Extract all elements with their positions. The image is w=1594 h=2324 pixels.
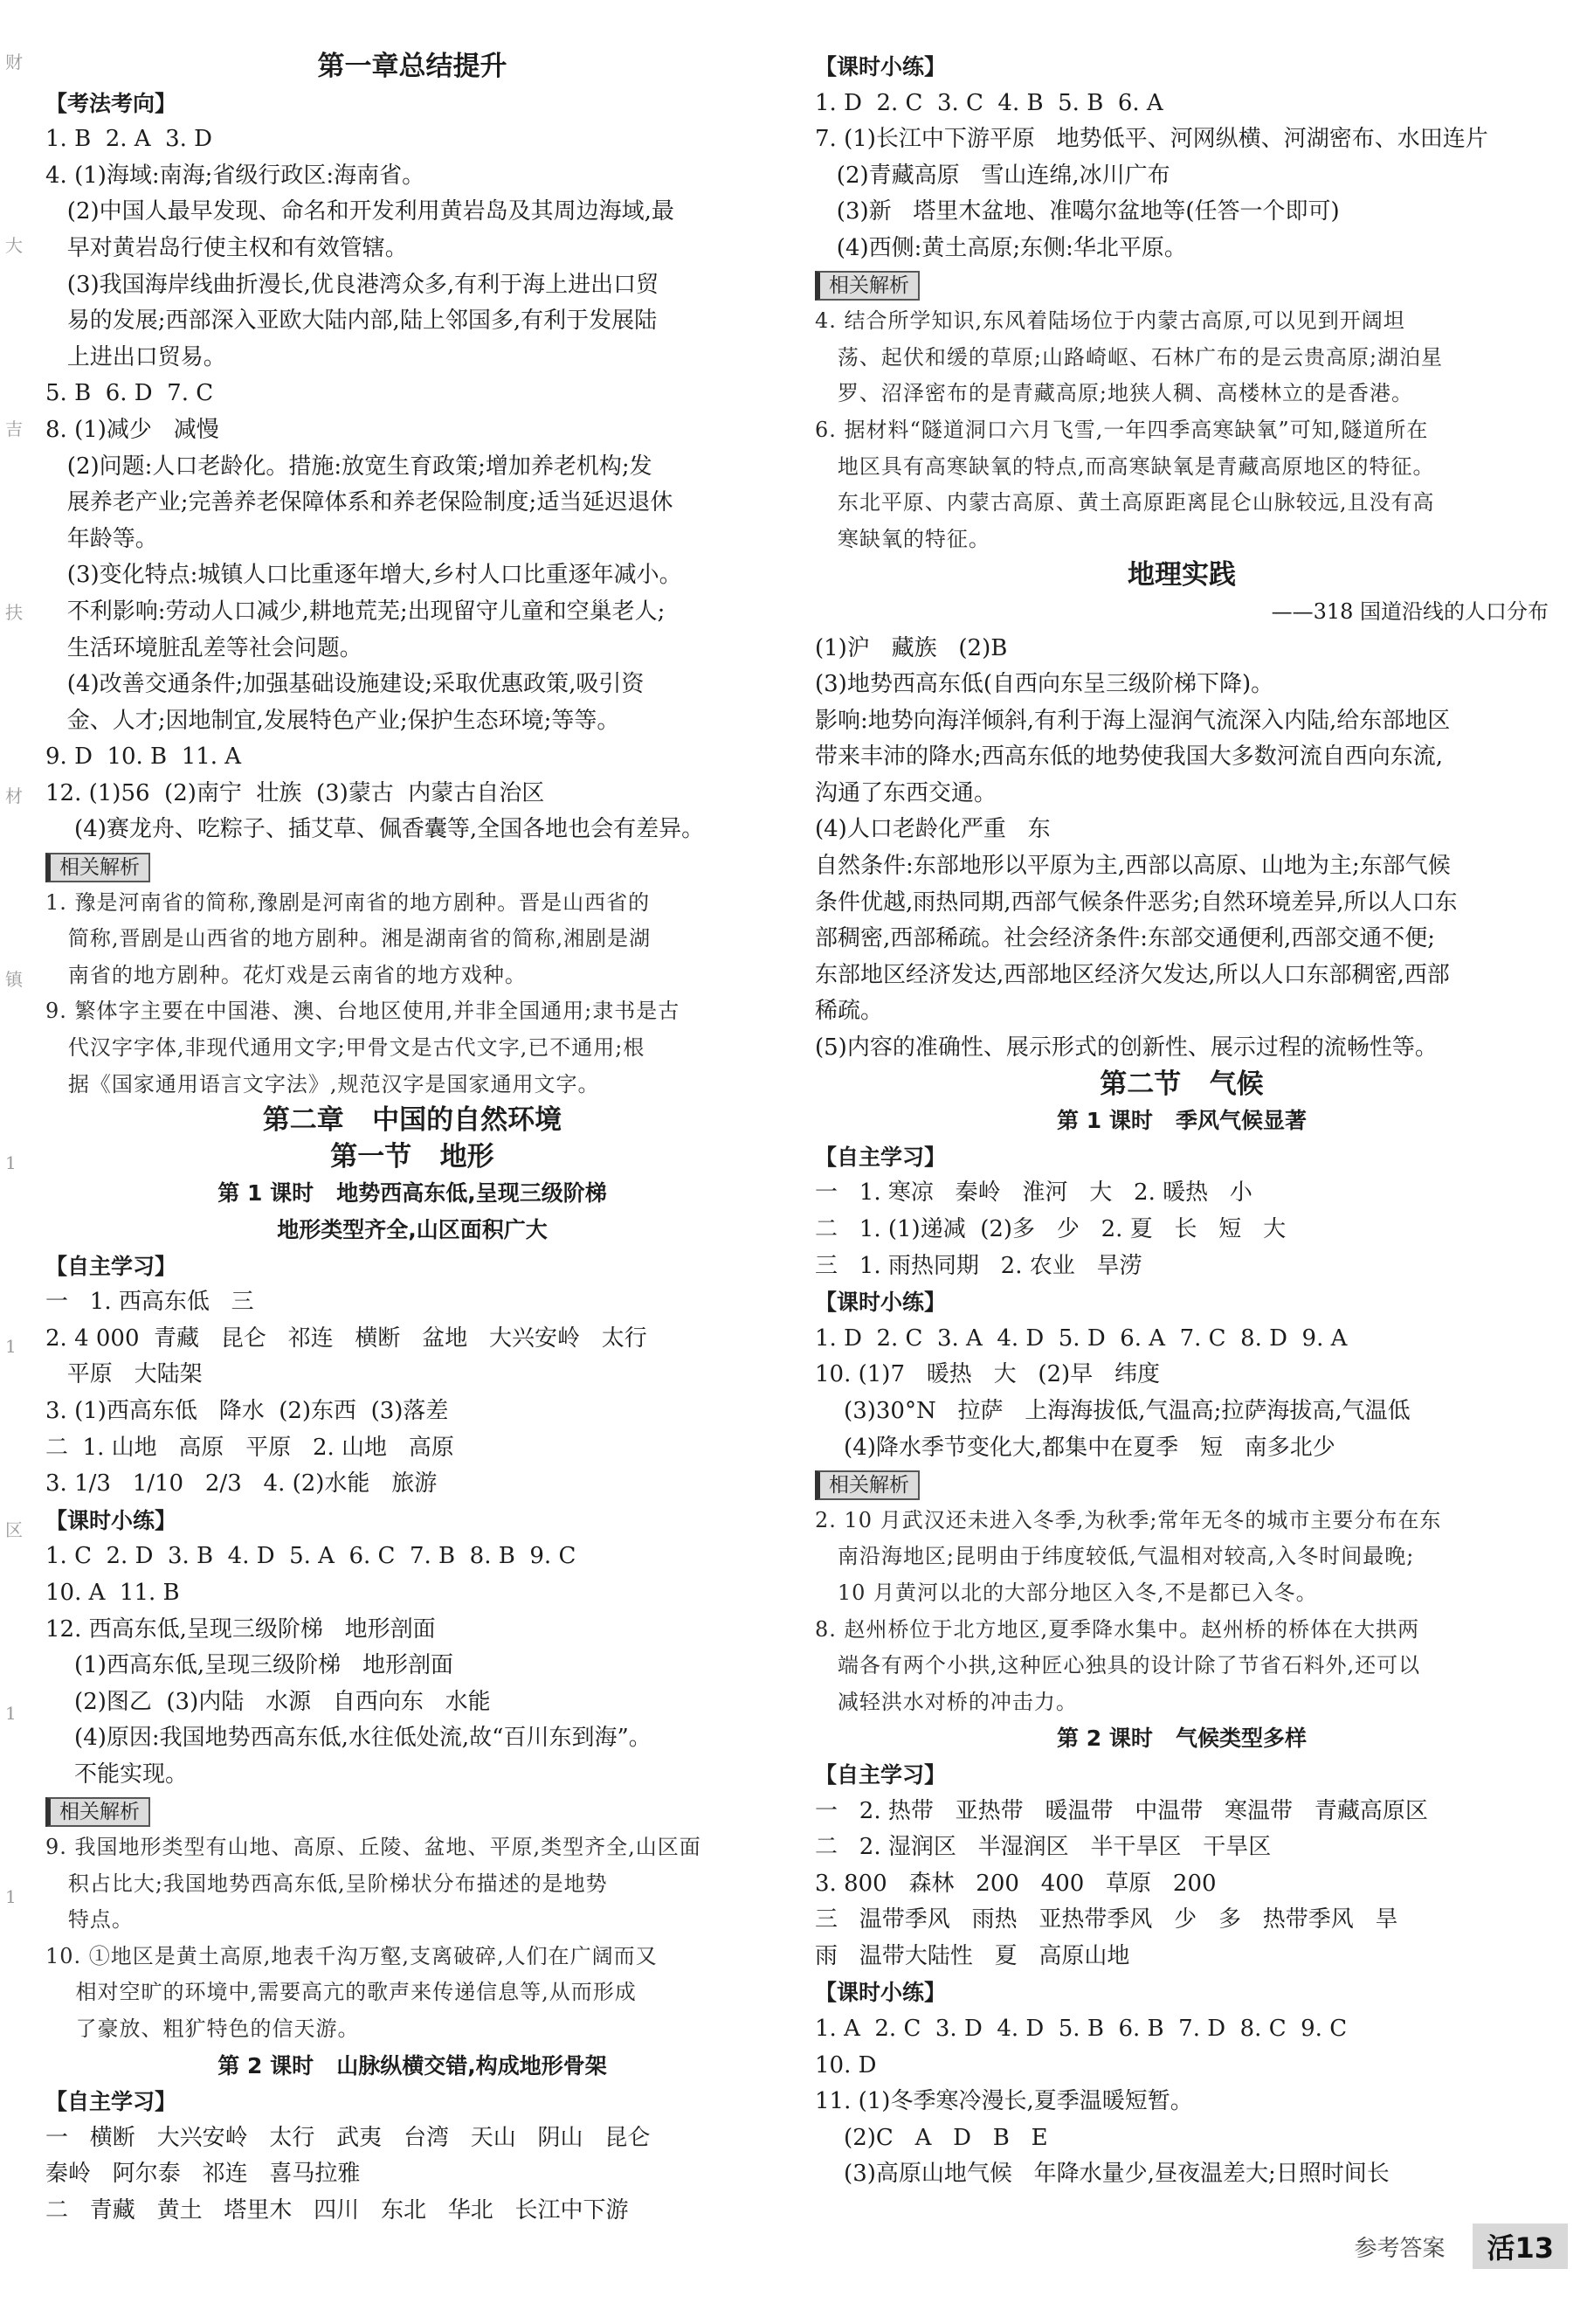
answer-line: 2. 4 000 青藏 昆仑 祁连 横断 盆地 大兴安岭 太行 <box>45 1325 647 1352</box>
answer-line: (4)原因:我国地势西高东低,水往低处流,故“百川东到海”。 <box>45 1725 652 1752</box>
section-header: 【自主学习】 <box>815 1144 947 1170</box>
analysis-label: 相关解析 <box>815 271 920 301</box>
section-title: 地理实践 <box>1128 559 1236 591</box>
page-number: 活13 <box>1487 2231 1554 2265</box>
explanation-line: 罗、沼泽密布的是青藏高原;地狭人稠、高楼林立的是香港。 <box>815 381 1413 406</box>
answer-line: 二 1. (1)递减 (2)多 少 2. 夏 长 短 大 <box>815 1216 1287 1242</box>
answer-line: 东部地区经济发达,西部地区经济欠发达,所以人口东部稠密,西部 <box>815 961 1450 988</box>
edge-mark: 1 <box>5 1703 17 1724</box>
edge-mark: 区 <box>5 1519 23 1540</box>
answer-line: 生活环境脏乱差等社会问题。 <box>45 634 362 661</box>
lesson-title: 第 2 课时 山脉纵横交错,构成地形骨架 <box>217 2052 607 2078</box>
answer-line: (2)问题:人口老龄化。措施:放宽生育政策;增加养老机构;发 <box>45 453 652 480</box>
section-header: 【考法考向】 <box>45 90 177 116</box>
answer-line: 三 1. 雨热同期 2. 农业 旱涝 <box>815 1252 1142 1279</box>
section-subtitle: ——318 国道沿线的人口分布 <box>1271 598 1549 624</box>
answer-line: 1. D 2. C 3. C 4. B 5. B 6. A <box>815 89 1163 116</box>
lesson-title: 第 2 课时 气候类型多样 <box>1057 1726 1307 1752</box>
answer-line: 上进出口贸易。 <box>45 343 226 370</box>
answer-line: 二 2. 湿润区 半湿润区 半干旱区 干旱区 <box>815 1834 1272 1861</box>
explanation-line: 荡、起伏和缓的草原;山路崎岖、石林广布的是云贵高原;湖泊星 <box>815 344 1444 370</box>
section-header: 【自主学习】 <box>815 1761 947 1788</box>
explanation-line: 积占比大;我国地势西高东低,呈阶梯状分布描述的是地势 <box>45 1871 608 1896</box>
explanation-line: 东北平原、内蒙古高原、黄土高原距离昆仑山脉较远,且没有高 <box>815 490 1435 515</box>
answer-line: 1. C 2. D 3. B 4. D 5. A 6. C 7. B 8. B 9. C <box>45 1543 576 1570</box>
answer-line: 金、人才;因地制宜,发展特色产业;保护生态环境;等等。 <box>45 707 620 734</box>
section-title: 第一节 地形 <box>330 1140 494 1172</box>
explanation-line: 1. 豫是河南省的简称,豫剧是河南省的地方剧种。晋是山西省的 <box>45 889 651 915</box>
answer-line: 自然条件:东部地形以平原为主,西部以高原、山地为主;东部气候 <box>815 853 1451 880</box>
answer-line: (3)变化特点:城镇人口比重逐年增大,乡村人口比重逐年减小。 <box>45 562 682 589</box>
answer-line: 沟通了东西交通。 <box>815 779 997 806</box>
page-number-box <box>1473 2224 1568 2269</box>
edge-mark: 1 <box>5 1152 17 1173</box>
analysis-label-row <box>45 1794 779 1830</box>
page-footer <box>1354 2222 1568 2271</box>
answer-line: 不利影响:劳动人口减少,耕地荒芜;出现留守儿童和空巢老人; <box>45 598 666 625</box>
section-title: 第二节 气候 <box>1100 1068 1264 1100</box>
answer-line: (3)30°N 拉萨 上海海拔低,气温高;拉萨海拔高,气温低 <box>815 1397 1411 1424</box>
section-header: 【课时小练】 <box>45 1507 177 1533</box>
answer-line: 12. 西高东低,呈现三级阶梯 地形剖面 <box>45 1615 436 1643</box>
answer-line: (2)图乙 (3)内陆 水源 自西向东 水能 <box>45 1688 491 1715</box>
answer-line: 一 1. 寒凉 秦岭 淮河 大 2. 暖热 小 <box>815 1179 1252 1207</box>
section-title: 第一章总结提升 <box>317 51 507 82</box>
answer-line: 1. B 2. A 3. D <box>45 126 213 153</box>
explanation-line: 南省的地方剧种。花灯戏是云南省的地方戏种。 <box>45 962 527 987</box>
answer-line: 秦岭 阿尔泰 祁连 喜马拉雅 <box>45 2161 361 2188</box>
answer-line: 早对黄岩岛行使主权和有效管辖。 <box>45 234 408 261</box>
answer-line: 三 温带季风 雨热 亚热带季风 少 多 热带季风 旱 <box>815 1906 1398 1933</box>
answer-line: 3. 1/3 1/10 2/3 4. (2)水能 旅游 <box>45 1470 438 1497</box>
answer-line: (4)改善交通条件;加强基础设施建设;采取优惠政策,吸引资 <box>45 671 645 698</box>
answer-line: 部稠密,西部稀疏。社会经济条件:东部交通便利,西部交通不便; <box>815 925 1436 952</box>
section-header: 【自主学习】 <box>45 2089 177 2115</box>
right-column <box>815 49 1549 2193</box>
explanation-line: 10 月黄河以北的大部分地区入冬,不是都已入冬。 <box>815 1580 1318 1605</box>
answer-line: 4. (1)海域:南海;省级行政区:海南省。 <box>45 162 425 189</box>
explanation-line: 特点。 <box>45 1907 134 1933</box>
answer-line: 平原 大陆架 <box>45 1361 203 1388</box>
edge-mark: 大 <box>5 235 23 256</box>
answer-line: 二 青藏 黄土 塔里木 四川 东北 华北 长江中下游 <box>45 2197 629 2224</box>
edge-mark: 镇 <box>5 969 23 990</box>
answer-line: (4)人口老龄化严重 东 <box>815 816 1051 843</box>
answer-line: (4)降水季节变化大,都集中在夏季 短 南多北少 <box>815 1434 1335 1461</box>
edge-mark: 1 <box>5 1886 17 1907</box>
answer-line: 影响:地势向海洋倾斜,有利于海上湿润气流深入内陆,给东部地区 <box>815 707 1451 734</box>
analysis-label-row <box>815 267 1549 304</box>
answer-line: 10. (1)7 暖热 大 (2)早 纬度 <box>815 1361 1160 1388</box>
answer-line: 一 2. 热带 亚热带 暖温带 中温带 寒温带 青藏高原区 <box>815 1797 1428 1824</box>
answer-line: 稀疏。 <box>815 998 884 1025</box>
answer-line: (2)C A D B E <box>815 2124 1048 2151</box>
section-header: 【课时小练】 <box>815 54 947 80</box>
lesson-title: 地形类型齐全,山区面积广大 <box>277 1217 548 1242</box>
explanation-line: 9. 我国地形类型有山地、高原、丘陵、盆地、平原,类型齐全,山区面 <box>45 1835 701 1860</box>
section-header: 【课时小练】 <box>815 1980 947 2006</box>
answer-line: 9. D 10. B 11. A <box>45 744 242 771</box>
answer-line: 一 横断 大兴安岭 太行 武夷 台湾 天山 阴山 昆仑 <box>45 2124 651 2151</box>
answer-line: 一 1. 西高东低 三 <box>45 1289 254 1316</box>
answer-line: (2)青藏高原 雪山连绵,冰川广布 <box>815 162 1170 189</box>
answer-line: (4)西侧:黄土高原;东侧:华北平原。 <box>815 234 1187 261</box>
answer-line: (3)我国海岸线曲折漫长,优良港湾众多,有利于海上进出口贸 <box>45 271 659 298</box>
section-title: 第二章 中国的自然环境 <box>262 1104 562 1137</box>
analysis-label: 相关解析 <box>45 1797 150 1827</box>
answer-line: 12. (1)56 (2)南宁 壮族 (3)蒙古 内蒙古自治区 <box>45 779 545 806</box>
page-edge-marks <box>0 35 35 2149</box>
analysis-label: 相关解析 <box>815 1470 920 1500</box>
left-column <box>45 49 779 2230</box>
explanation-line: 寒缺氧的特征。 <box>815 526 990 551</box>
lesson-title: 第 1 课时 季风气候显著 <box>1057 1108 1307 1134</box>
answer-line: 10. D <box>815 2051 877 2078</box>
edge-mark: 1 <box>5 1336 17 1357</box>
answer-line: (1)西高东低,呈现三级阶梯 地形剖面 <box>45 1652 453 1679</box>
explanation-line: 端各有两个小拱,这种匠心独具的设计除了节省石料外,还可以 <box>815 1653 1421 1678</box>
answer-line: 带来丰沛的降水;西高东低的地势使我国大多数河流自西向东流, <box>815 744 1444 771</box>
section-header: 【自主学习】 <box>45 1253 177 1279</box>
explanation-line: 了豪放、粗犷特色的信天游。 <box>45 2016 360 2042</box>
explanation-line: 8. 赵州桥位于北方地区,夏季降水集中。赵州桥的桥体在大拱两 <box>815 1616 1420 1642</box>
answer-line: 1. A 2. C 3. D 4. D 5. B 6. B 7. D 8. C 9. C <box>815 2016 1348 2043</box>
explanation-line: 代汉字字体,非现代通用文字;甲骨文是古代文字,已不通用;根 <box>45 1035 645 1061</box>
answer-line: (1)沪 藏族 (2)B <box>815 634 1008 661</box>
answer-line: (3)新 塔里木盆地、准噶尔盆地等(任答一个即可) <box>815 198 1340 225</box>
answer-line: 雨 温带大陆性 夏 高原山地 <box>815 1942 1130 1969</box>
analysis-label-row <box>815 1466 1549 1503</box>
answer-line: 二 1. 山地 高原 平原 2. 山地 高原 <box>45 1434 454 1461</box>
edge-mark: 吉 <box>5 418 23 439</box>
explanation-line: 地区具有高寒缺氧的特点,而高寒缺氧是青藏高原地区的特征。 <box>815 453 1435 479</box>
footer-label: 参考答案 <box>1354 2235 1446 2262</box>
explanation-line: 据《国家通用语言文字法》,规范汉字是国家通用文字。 <box>45 1071 600 1096</box>
explanation-line: 减轻洪水对桥的冲击力。 <box>815 1689 1078 1714</box>
answer-line: 3. (1)西高东低 降水 (2)东西 (3)落差 <box>45 1397 449 1424</box>
answer-line: 1. D 2. C 3. A 4. D 5. D 6. A 7. C 8. D 9. A <box>815 1325 1348 1352</box>
answer-line: (2)中国人最早发现、命名和开发利用黄岩岛及其周边海域,最 <box>45 198 674 225</box>
explanation-line: 6. 据材料“隧道洞口六月飞雪,一年四季高寒缺氧”可知,隧道所在 <box>815 417 1429 442</box>
answer-line: 易的发展;西部深入亚欧大陆内部,陆上邻国多,有利于发展陆 <box>45 308 658 335</box>
answer-line: 不能实现。 <box>45 1760 189 1788</box>
answer-line: 5. B 6. D 7. C <box>45 380 214 407</box>
analysis-label-row <box>45 848 779 885</box>
edge-mark: 扶 <box>5 602 23 623</box>
answer-line: 3. 800 森林 200 400 草原 200 <box>815 1870 1217 1897</box>
edge-mark: 财 <box>5 52 23 73</box>
answer-line: 年龄等。 <box>45 525 158 552</box>
answer-line: (4)赛龙舟、吃粽子、插艾草、佩香囊等,全国各地也会有差异。 <box>45 816 705 843</box>
explanation-line: 相对空旷的环境中,需要高亢的歌声来传递信息等,从而形成 <box>45 1980 637 2005</box>
answer-line: (5)内容的准确性、展示形式的创新性、展示过程的流畅性等。 <box>815 1034 1438 1062</box>
explanation-line: 2. 10 月武汉还未进入冬季,为秋季;常年无冬的城市主要分布在东 <box>815 1507 1442 1532</box>
answer-line: 7. (1)长江中下游平原 地势低平、河网纵横、河湖密布、水田连片 <box>815 126 1488 153</box>
lesson-title: 第 1 课时 地势西高东低,呈现三级阶梯 <box>217 1180 607 1207</box>
answer-line: (3)高原山地气候 年降水量少,昼夜温差大;日照时间长 <box>815 2161 1390 2188</box>
answer-line: 11. (1)冬季寒冷漫长,夏季温暖短暂。 <box>815 2088 1193 2115</box>
analysis-label: 相关解析 <box>45 853 150 882</box>
section-header: 【课时小练】 <box>815 1290 947 1316</box>
edge-mark: 材 <box>5 785 23 806</box>
explanation-line: 10. ①地区是黄土高原,地表千沟万壑,支离破碎,人们在广阔而又 <box>45 1943 658 1968</box>
explanation-line: 南沿海地区;昆明由于纬度较低,气温相对较高,入冬时间最晚; <box>815 1544 1415 1569</box>
explanation-line: 简称,晋剧是山西省的地方剧种。湘是湖南省的简称,湘剧是湖 <box>45 926 652 951</box>
answer-line: 条件优越,雨热同期,西部气候条件恶劣;自然环境差异,所以人口东 <box>815 889 1458 916</box>
answer-line: 10. A 11. B <box>45 1579 180 1606</box>
explanation-line: 4. 结合所学知识,东风着陆场位于内蒙古高原,可以见到开阔坦 <box>815 308 1405 334</box>
answer-line: (3)地势西高东低(自西向东呈三级阶梯下降)。 <box>815 671 1274 698</box>
answer-line: 展养老产业;完善养老保障体系和养老保险制度;适当延迟退休 <box>45 489 673 516</box>
answer-line: 8. (1)减少 减慢 <box>45 416 219 443</box>
explanation-line: 9. 繁体字主要在中国港、澳、台地区使用,并非全国通用;隶书是古 <box>45 999 680 1024</box>
